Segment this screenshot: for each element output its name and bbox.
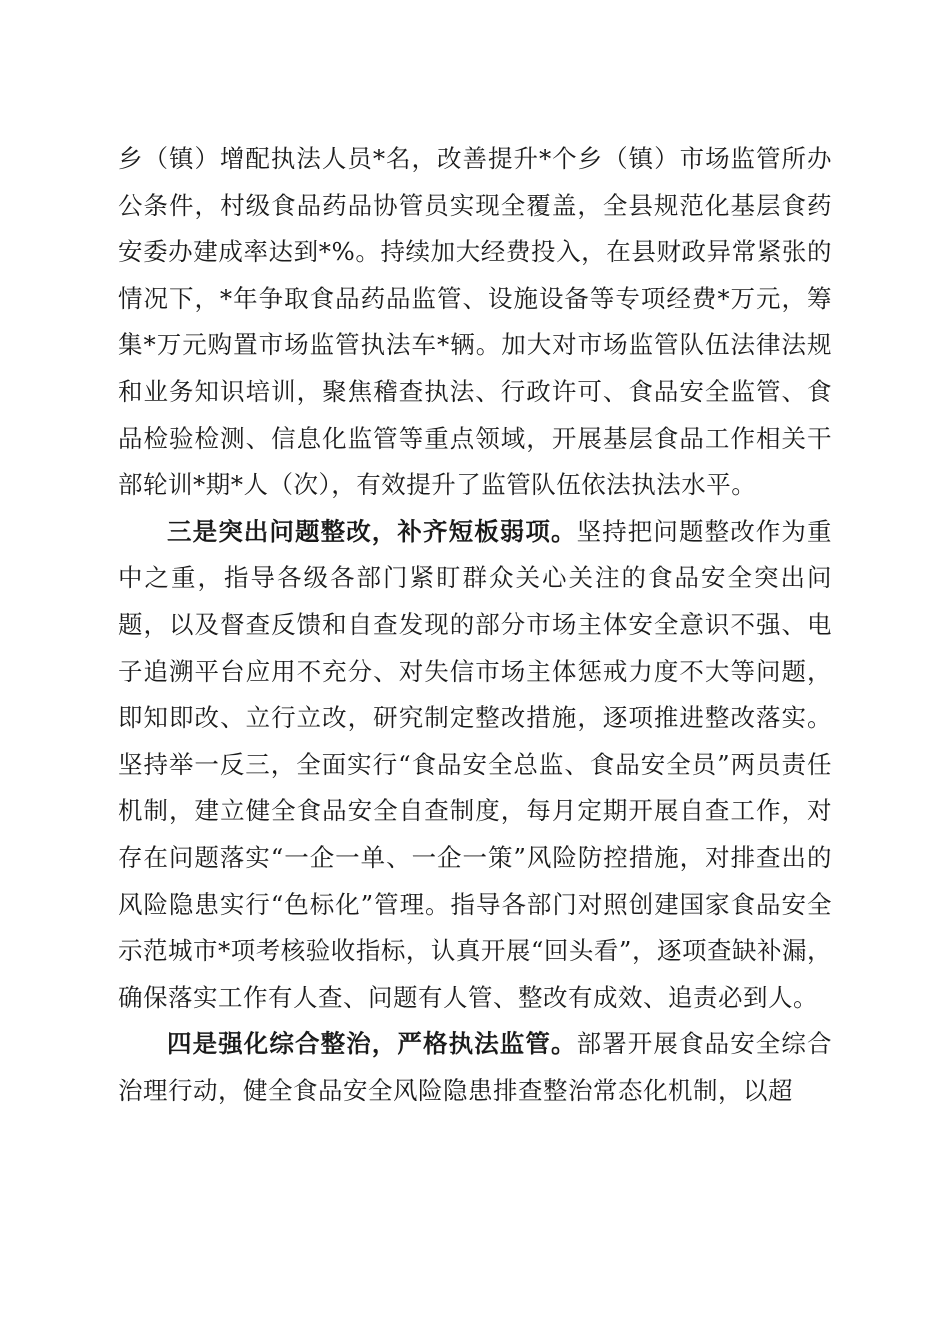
- paragraph-problem-rectification: [118, 509, 832, 1022]
- paragraph-lead: 三是突出问题整改，补齐短板弱项。: [167, 516, 577, 546]
- paragraph-text: 乡（镇）增配执法人员*名，改善提升*个乡（镇）市场监管所办公条件，村级食品药品协管员实现全覆盖，全县规范化基层食药安委办建成率达到*%。持续加大经费投入，在县财政异常紧张的情况下，*年争取食品药品监管、设施设备等专项经费*万元，筹集*万元购置市场监管执法车*辆。加大对市场监管队伍法律法规和业务知识培训，聚焦稽查执法、行政许可、食品安全监管、食品检验检测、信息化监管等重点领域，开展基层食品工作相关干部轮训*期*人（次），有效提升了监管队伍依法执法水平。: [118, 144, 832, 500]
- paragraph-staffing-funding: [118, 136, 832, 509]
- paragraph-text: 部署开展食品安全综合治理行动，健全食品安全风险隐患排查整治常态化机制，以超: [118, 1029, 833, 1105]
- paragraph-comprehensive-rectification: [118, 1021, 832, 1114]
- paragraph-text: 坚持把问题整改作为重中之重，指导各级各部门紧盯群众关心关注的食品安全突出问题，以及督查反馈和自查发现的部分市场主体安全意识不强、电子追溯平台应用不充分、对失信市场主体惩戒力度不大等问题，即知即改、立行立改，研究制定整改措施，逐项推进整改落实。坚持举一反三，全面实行“食品安全总监、食品安全员”两员责任机制，建立健全食品安全自查制度，每月定期开展自查工作，对存在问题落实“一企一单、一企一策”风险防控措施，对排查出的风险隐患实行“色标化”管理。指导各部门对照创建国家食品安全示范城市*项考核验收指标，认真开展“回头看”，逐项查缺补漏，确保落实工作有人查、问题有人管、整改有成效、追责必到人。: [118, 516, 833, 1012]
- paragraph-lead: 四是强化综合整治，严格执法监管。: [167, 1029, 577, 1059]
- document-body: [118, 136, 832, 1114]
